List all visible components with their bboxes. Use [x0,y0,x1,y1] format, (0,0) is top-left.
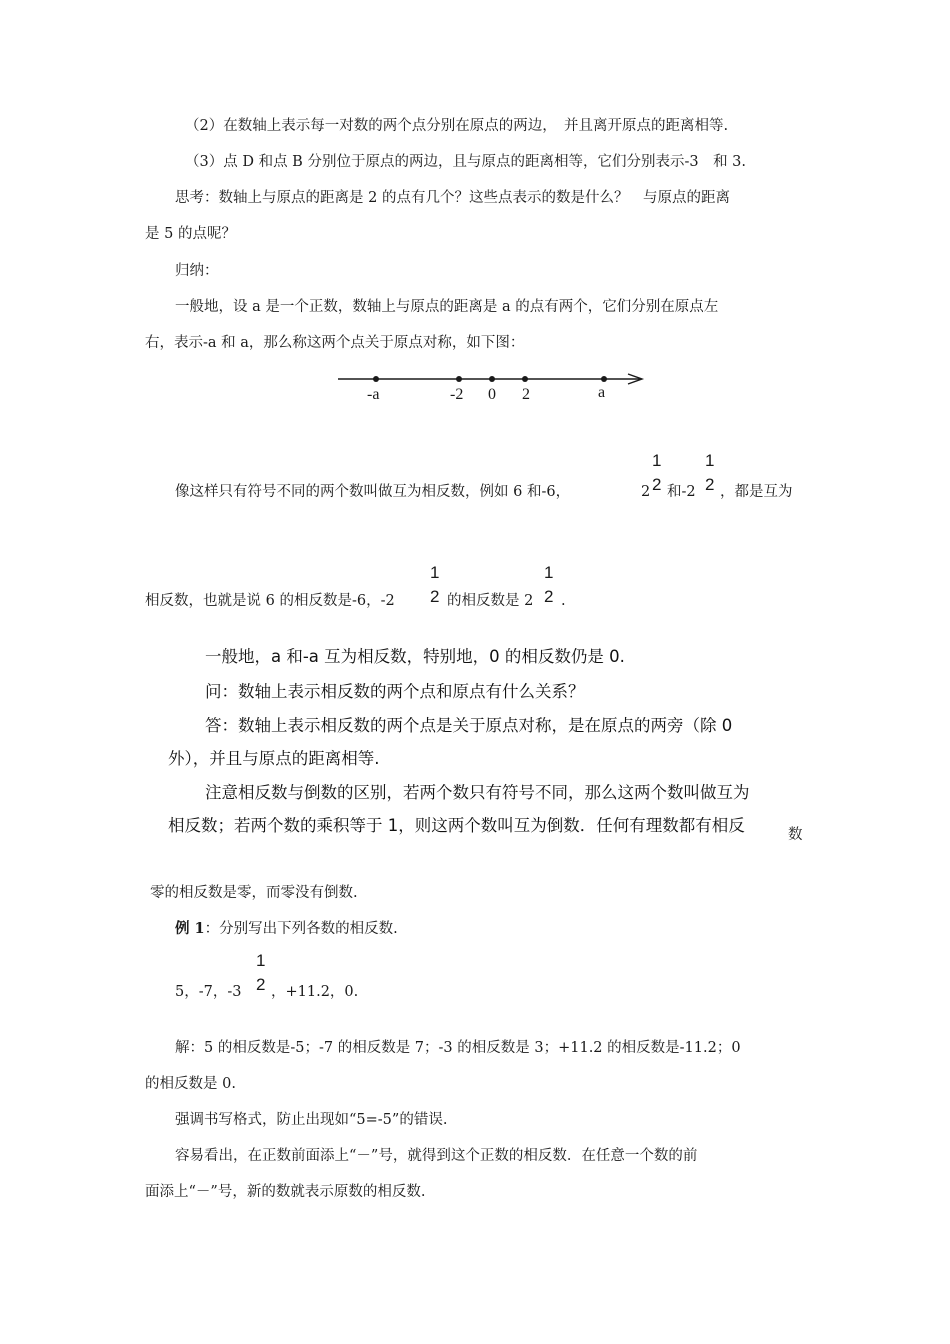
label-neg-a: -a [367,386,380,403]
example-1-heading [175,919,398,939]
point-zero [489,376,495,382]
zero-opposite-line: 零的相反数是零，而零没有倒数. [150,885,358,901]
label-neg-2: -2 [450,386,464,403]
definition-line2-b: 的相反数是 2 [447,593,534,609]
definition-text-d: ，都是互为 [720,484,793,500]
scan-note-tail: 数 [788,827,803,843]
example-list-b: ，+11.2，0. [271,984,359,1000]
scan-general-opposite: 一般地，a 和-a 互为相反数，特别地，0 的相反数仍是 0. [205,647,625,666]
fraction-denominator: 2 [544,587,554,606]
fraction-denominator: 2 [652,475,662,494]
general-statement-line2: 右，表示-a 和 a，那么称这两个点关于原点对称，如下图： [145,335,525,351]
easy-see-line2: 面添上“－”号，新的数就表示原数的相反数. [145,1184,426,1200]
label-pos-a: a [598,384,606,401]
definition-text-c: 和-2 [667,484,696,500]
definition-line2-a: 相反数，也就是说 6 的相反数是-6，-2 [145,593,395,609]
fraction-numerator: 1 [544,563,554,582]
definition-text-a: 像这样只有符号不同的两个数叫做互为相反数，例如 6 和-6， [175,484,571,500]
example-list-a: 5，-7，-3 [175,984,242,1000]
fraction-numerator: 1 [256,951,266,970]
answer-line1: 解：5 的相反数是-5；-7 的相反数是 7；-3 的相反数是 3；+11.2 的相反数是-11.2；0 [175,1040,741,1056]
fraction-denominator: 2 [430,587,440,606]
think-question-line1: 思考：数轴上与原点的距离是 2 的点有几个？这些点表示的数是什么？ 与原点的距离 [175,190,730,206]
label-pos-2: 2 [522,386,530,403]
paragraph-points-d-b: （3）点 D 和点 B 分别位于原点的两边，且与原点的距离相等，它们分别表示-3 和 3. [185,154,747,170]
point-neg-2 [456,376,462,382]
format-note: 强调书写格式，防止出现如“5=-5”的错误. [175,1112,448,1128]
fraction-numerator: 1 [705,451,715,470]
definition-line2-c: . [561,593,566,609]
fraction-denominator: 2 [705,475,715,494]
point-pos-a [601,376,607,382]
point-pos-2 [522,376,528,382]
paragraph-symmetric-points: （2）在数轴上表示每一对数的两个点分别在原点的两边， 并且离开原点的距离相等. [185,118,729,134]
point-neg-a [373,376,379,382]
summary-label: 归纳： [175,263,219,279]
easy-see-line1: 容易看出，在正数前面添上“－”号，就得到这个正数的相反数．在任意一个数的前 [175,1148,698,1164]
number-line-figure [330,362,660,410]
scan-answer-line2: 外），并且与原点的距离相等. [168,749,380,768]
general-statement-line1: 一般地，设 a 是一个正数，数轴上与原点的距离是 a 的点有两个，它们分别在原点左 [175,299,719,315]
fraction-numerator: 1 [430,563,440,582]
example-label: 例 1 [175,920,205,937]
label-zero: 0 [488,386,496,403]
answer-line2: 的相反数是 0. [145,1076,236,1092]
think-question-line2: 是 5 的点呢？ [145,226,236,242]
example-text: ：分别写出下列各数的相反数. [204,921,398,937]
definition-line1 [175,482,570,502]
fraction-numerator: 1 [652,451,662,470]
scan-answer-line1: 答：数轴上表示相反数的两个点是关于原点对称，是在原点的两旁（除 0 [205,716,733,735]
mixed-number-whole: 2 [641,484,651,500]
scan-question: 问：数轴上表示相反数的两个点和原点有什么关系？ [205,682,585,701]
scan-note-line1: 注意相反数与倒数的区别，若两个数只有符号不同，那么这两个数叫做互为 [205,783,750,802]
scan-note-line2: 相反数；若两个数的乘积等于 1，则这两个数叫互为倒数．任何有理数都有相反 [168,816,745,835]
fraction-denominator: 2 [256,975,266,994]
